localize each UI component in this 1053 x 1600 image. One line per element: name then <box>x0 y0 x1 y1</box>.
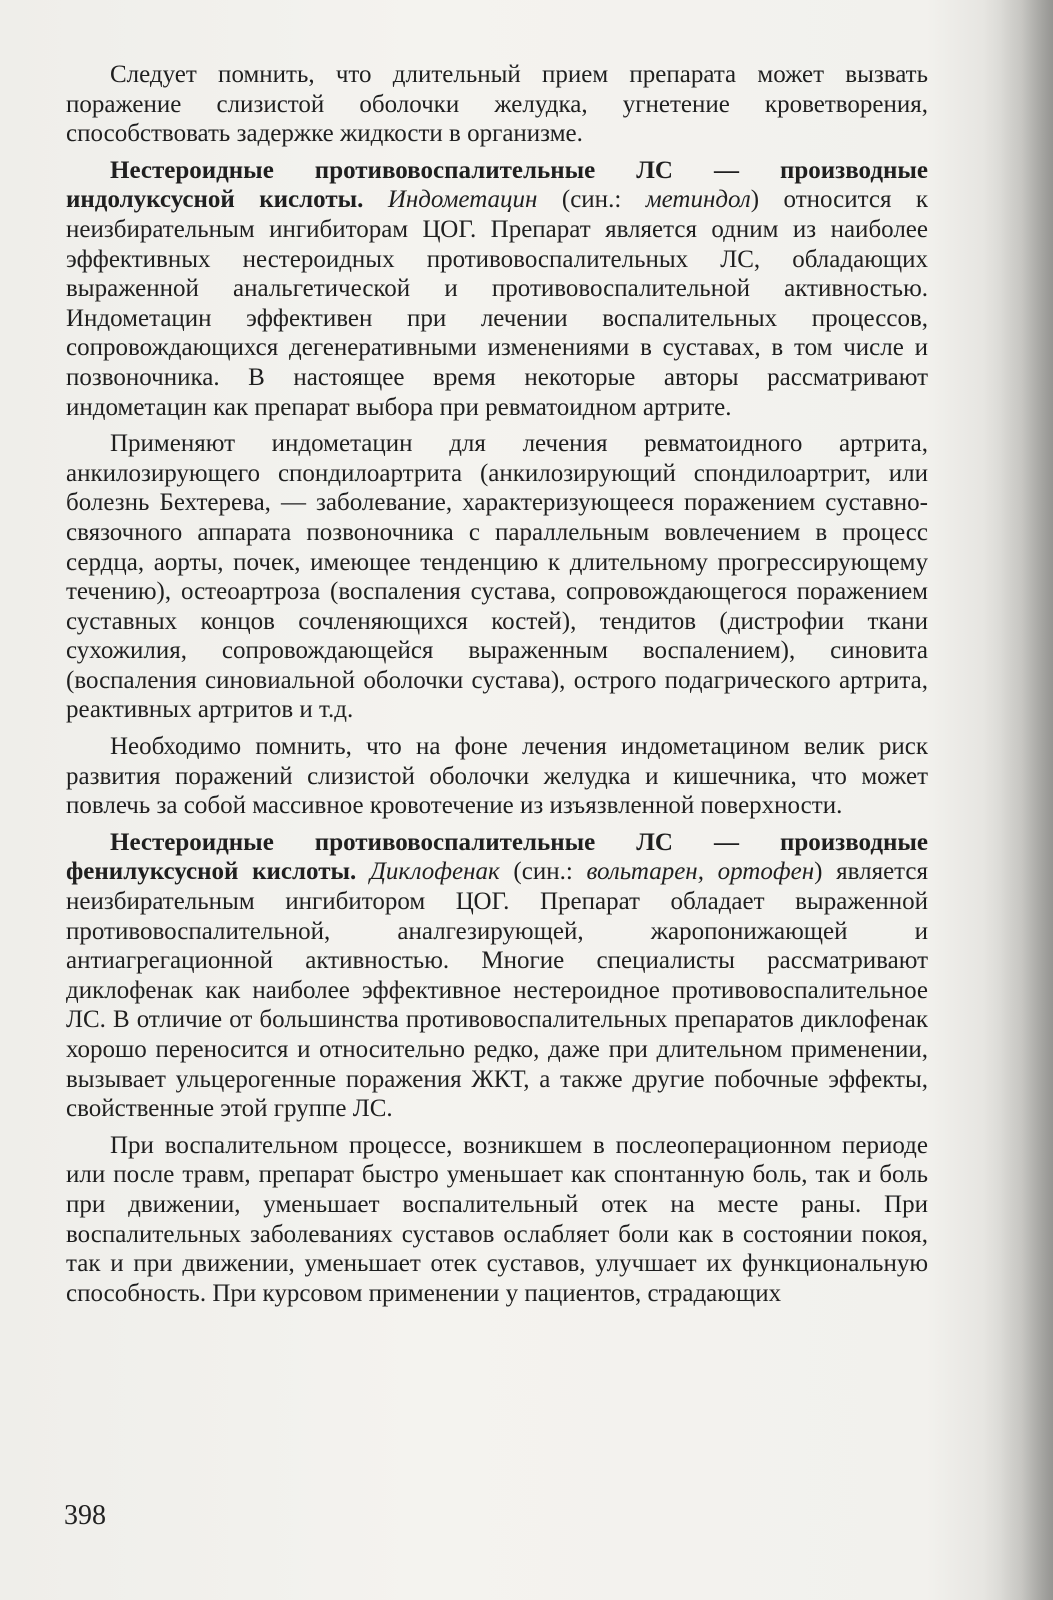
paragraph-4-text: Необходимо помнить, что на фоне лечения индометацином велик риск развития поражений слизистой оболочки желудка и кишечника, что может повлечь за собой массивное кровотечение из изъязвленной поверхности. <box>66 733 928 820</box>
paragraph-1-text: Следует помнить, что длительный прием препарата может вызвать поражение слизистой оболочки желудка, угнетение кроветворения, способствовать задержке жидкости в организме. <box>66 61 928 148</box>
drug-name-indometacin: Индометацин <box>387 186 538 214</box>
spacer <box>356 858 370 885</box>
paragraph-2-text: относится к неизбирательным ингибиторам ЦОГ. Препарат является одним из наиболее эффективных нестероидных противовоспалительных ЛС, обладающих выраженной анальгетической и противовоспалительной активностью. Индометацин эффективен при лечении воспалительных процессов, сопровождающихся дегенеративными изменениями в суставах, в том числе и позвоночника. В настоящее время некоторые авторы рассматривают индометацин как препарат выбора при ревматоидном артрите. <box>66 186 929 421</box>
paragraph-4 <box>66 732 928 821</box>
paragraph-1 <box>66 60 928 149</box>
synonym-prefix: (син.: <box>537 186 646 214</box>
paragraph-6-text: При воспалительном процессе, возникшем в послеоперационном периоде или после травм, препарат быстро уменьшает как спонтанную боль, так и боль при движении, уменьшает воспалительный отек на месте раны. При воспалительных заболеваниях суставов ослабляет боли как в состоянии покоя, так и при движении, уменьшает отек суставов, улучшает их функциональную способность. При курсовом применении у пациентов, страдающих <box>66 1131 928 1307</box>
drug-synonyms-indometacin: метиндол <box>645 186 751 214</box>
paragraph-5-text: является неизбирательным ингибитором ЦОГ. Препарат обладает выраженной противовоспалительной, аналгезирующей, жаропонижающей и антиагрегационной активностью. Многие специалисты рассматривают диклофенак как наиболее эффективное нестероидное противовоспалительное ЛС. В отличие от большинства противовоспалительных препаратов диклофенак хорошо переносится и относительно редко, даже при длительном применении, вызывает ульцерогенные поражения ЖКТ, а также другие побочные эффекты, свойственные этой группе ЛС. <box>66 858 929 1123</box>
drug-synonyms-diclofenac: вольтарен, ортофен <box>586 858 815 886</box>
paragraph-3 <box>66 429 928 725</box>
paragraph-5 <box>66 828 928 1124</box>
page-spine-shadow <box>983 0 1053 1600</box>
body-text <box>66 60 928 1308</box>
synonym-suffix: ) <box>814 858 823 886</box>
paragraph-6 <box>66 1131 928 1309</box>
synonym-prefix: (син.: <box>499 858 587 886</box>
drug-name-diclofenac: Диклофенак <box>369 858 500 886</box>
paragraph-3-text: Применяют индометацин для лечения ревматоидного артрита, анкилозирующего спондилоартрита (анкилозирующий спондилоартрит, или болезнь Бехтерева, — заболевание, характеризующееся поражением суставно-связочного аппарата позвоночника с параллельным вовлечением в процесс сердца, аорты, почек, имеющее тенденцию к длительному прогрессирующему течению), остеоартроза (воспаления сустава, сопровождающегося поражением суставных концов сочленяющихся костей), тендитов (дистрофии ткани сухожилия, сопровождающейся выраженным воспалением), синовита (воспаления синовиальной оболочки сустава), острого подагрического артрита, реактивных артритов и т.д. <box>66 430 928 724</box>
section-heading-indole: Нестероидные противовоспалительные ЛС — производные индолуксусной кислоты. <box>66 156 928 214</box>
spacer <box>363 186 387 213</box>
paragraph-2 <box>66 156 928 422</box>
synonym-suffix: ) <box>750 186 760 214</box>
section-heading-phenylacetic: Нестероидные противовоспалительные ЛС — производные фенилуксусной кислоты. <box>66 828 928 886</box>
page-number: 398 <box>64 1500 106 1531</box>
